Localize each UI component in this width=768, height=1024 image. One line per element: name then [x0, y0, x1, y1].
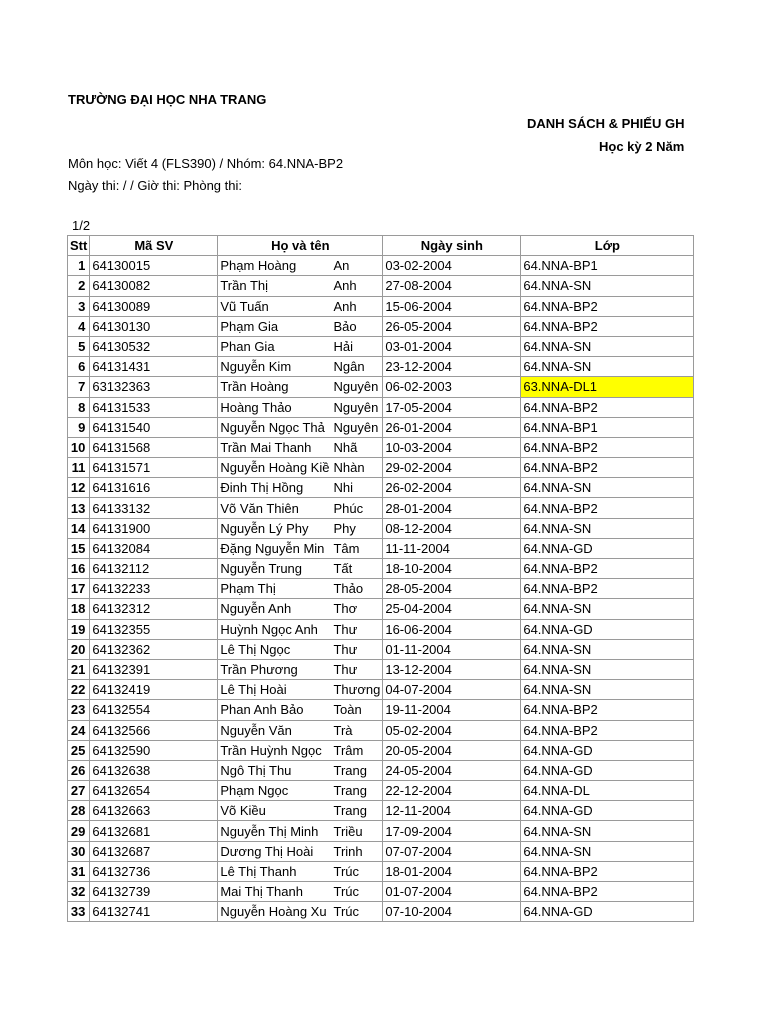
- row-stt: 28: [68, 801, 90, 821]
- row-birth-date: 25-04-2004: [383, 599, 521, 619]
- row-stt: 7: [68, 377, 90, 397]
- row-birth-date: 17-09-2004: [383, 821, 521, 841]
- row-stt: 29: [68, 821, 90, 841]
- row-stt: 9: [68, 417, 90, 437]
- row-stt: 20: [68, 639, 90, 659]
- table-row: [68, 700, 694, 720]
- table-row: [68, 336, 694, 356]
- table-row: [68, 579, 694, 599]
- row-birth-date: 28-01-2004: [383, 498, 521, 518]
- row-birth-date: 18-01-2004: [383, 861, 521, 881]
- row-last-name: Thương: [331, 680, 382, 700]
- row-first-name: Nguyễn Thị Minh: [218, 821, 332, 841]
- row-class: 64.NNA-DL: [521, 781, 694, 801]
- row-birth-date: 24-05-2004: [383, 760, 521, 780]
- row-student-id: 64132681: [90, 821, 218, 841]
- row-last-name: Phúc: [331, 498, 382, 518]
- table-row: [68, 417, 694, 437]
- row-first-name: Trần Huỳnh Ngọc: [218, 740, 332, 760]
- row-last-name: Trang: [331, 760, 382, 780]
- row-first-name: Đinh Thị Hồng: [218, 478, 332, 498]
- row-last-name: Anh: [331, 296, 382, 316]
- table-row: [68, 437, 694, 457]
- table-row: [68, 720, 694, 740]
- row-stt: 17: [68, 579, 90, 599]
- row-class: 64.NNA-SN: [521, 336, 694, 356]
- row-student-id: 64132554: [90, 700, 218, 720]
- row-first-name: Võ Kiều: [218, 801, 332, 821]
- table-row: [68, 296, 694, 316]
- row-stt: 14: [68, 518, 90, 538]
- row-first-name: Nguyễn Trung: [218, 559, 332, 579]
- row-student-id: 64132362: [90, 639, 218, 659]
- row-last-name: Trúc: [331, 902, 382, 922]
- row-class: 64.NNA-GD: [521, 760, 694, 780]
- row-first-name: Trần Phương: [218, 659, 332, 679]
- table-row: [68, 478, 694, 498]
- row-class: 64.NNA-GD: [521, 902, 694, 922]
- row-last-name: Trang: [331, 781, 382, 801]
- row-class: 64.NNA-GD: [521, 740, 694, 760]
- row-stt: 13: [68, 498, 90, 518]
- row-birth-date: 29-02-2004: [383, 458, 521, 478]
- table-row: [68, 357, 694, 377]
- table-row: [68, 821, 694, 841]
- row-stt: 27: [68, 781, 90, 801]
- row-student-id: 64130082: [90, 276, 218, 296]
- row-student-id: 64132654: [90, 781, 218, 801]
- row-class: 64.NNA-BP1: [521, 256, 694, 276]
- row-student-id: 64132391: [90, 659, 218, 679]
- row-stt: 19: [68, 619, 90, 639]
- row-birth-date: 10-03-2004: [383, 437, 521, 457]
- table-row: [68, 276, 694, 296]
- document-title: DANH SÁCH & PHIẾU GH: [527, 116, 685, 131]
- row-class: 64.NNA-SN: [521, 357, 694, 377]
- row-last-name: An: [331, 256, 382, 276]
- row-stt: 21: [68, 659, 90, 679]
- row-stt: 5: [68, 336, 90, 356]
- header-stt: Stt: [68, 236, 90, 256]
- row-birth-date: 28-05-2004: [383, 579, 521, 599]
- row-stt: 2: [68, 276, 90, 296]
- row-student-id: 64132741: [90, 902, 218, 922]
- row-class: 64.NNA-BP2: [521, 296, 694, 316]
- table-row: [68, 861, 694, 881]
- row-first-name: Lê Thị Hoài: [218, 680, 332, 700]
- row-first-name: Phan Gia: [218, 336, 332, 356]
- row-last-name: Hải: [331, 336, 382, 356]
- table-row: [68, 397, 694, 417]
- row-first-name: Lê Thị Ngọc: [218, 639, 332, 659]
- row-student-id: 64131533: [90, 397, 218, 417]
- row-student-id: 64131540: [90, 417, 218, 437]
- row-last-name: Nguyên: [331, 377, 382, 397]
- table-row: [68, 377, 694, 397]
- row-last-name: Thư: [331, 659, 382, 679]
- row-stt: 32: [68, 882, 90, 902]
- row-first-name: Phạm Thị: [218, 579, 332, 599]
- row-student-id: 64132687: [90, 841, 218, 861]
- row-student-id: 64131568: [90, 437, 218, 457]
- table-row: [68, 559, 694, 579]
- row-birth-date: 01-07-2004: [383, 882, 521, 902]
- table-row: [68, 256, 694, 276]
- row-birth-date: 20-05-2004: [383, 740, 521, 760]
- school-name: TRƯỜNG ĐẠI HỌC NHA TRANG: [68, 92, 267, 107]
- row-last-name: Thư: [331, 619, 382, 639]
- table-row: [68, 740, 694, 760]
- row-class: 64.NNA-SN: [521, 518, 694, 538]
- row-class: 64.NNA-SN: [521, 599, 694, 619]
- row-first-name: Đặng Nguyễn Min: [218, 538, 332, 558]
- table-row: [68, 538, 694, 558]
- table-row: [68, 680, 694, 700]
- row-first-name: Nguyễn Hoàng Xu: [218, 902, 332, 922]
- row-class: 64.NNA-SN: [521, 680, 694, 700]
- row-last-name: Ngân: [331, 357, 382, 377]
- row-birth-date: 12-11-2004: [383, 801, 521, 821]
- row-first-name: Nguyễn Văn: [218, 720, 332, 740]
- row-birth-date: 22-12-2004: [383, 781, 521, 801]
- table-body: [68, 256, 694, 922]
- header-class: Lớp: [521, 236, 694, 256]
- row-student-id: 64131900: [90, 518, 218, 538]
- exam-info: Ngày thi: / / Giờ thi: Phòng thi:: [68, 178, 242, 193]
- row-last-name: Trúc: [331, 861, 382, 881]
- row-first-name: Phạm Gia: [218, 316, 332, 336]
- row-birth-date: 23-12-2004: [383, 357, 521, 377]
- row-last-name: Tất: [331, 559, 382, 579]
- row-class: 64.NNA-BP2: [521, 498, 694, 518]
- row-student-id: 64132084: [90, 538, 218, 558]
- row-birth-date: 07-07-2004: [383, 841, 521, 861]
- row-last-name: Trang: [331, 801, 382, 821]
- row-first-name: Trần Thị: [218, 276, 332, 296]
- table-row: [68, 458, 694, 478]
- row-class: 64.NNA-BP2: [521, 579, 694, 599]
- row-student-id: 64130130: [90, 316, 218, 336]
- row-last-name: Nhàn: [331, 458, 382, 478]
- row-stt: 33: [68, 902, 90, 922]
- row-class: 64.NNA-GD: [521, 619, 694, 639]
- row-stt: 16: [68, 559, 90, 579]
- row-student-id: 64130089: [90, 296, 218, 316]
- row-student-id: 64132638: [90, 760, 218, 780]
- table-header-row: [68, 236, 694, 256]
- row-class: 64.NNA-BP2: [521, 720, 694, 740]
- row-last-name: Phy: [331, 518, 382, 538]
- row-student-id: 64131616: [90, 478, 218, 498]
- table-row: [68, 316, 694, 336]
- row-last-name: Bảo: [331, 316, 382, 336]
- row-class: 64.NNA-BP2: [521, 882, 694, 902]
- row-first-name: Trần Hoàng: [218, 377, 332, 397]
- row-class: 64.NNA-BP2: [521, 458, 694, 478]
- row-class: 64.NNA-SN: [521, 276, 694, 296]
- row-last-name: Thơ: [331, 599, 382, 619]
- row-class: 64.NNA-SN: [521, 639, 694, 659]
- row-birth-date: 15-06-2004: [383, 296, 521, 316]
- row-last-name: Nguyên: [331, 417, 382, 437]
- row-birth-date: 06-02-2003: [383, 377, 521, 397]
- row-last-name: Triều: [331, 821, 382, 841]
- row-student-id: 64132663: [90, 801, 218, 821]
- row-birth-date: 26-02-2004: [383, 478, 521, 498]
- row-student-id: 63132363: [90, 377, 218, 397]
- table-row: [68, 781, 694, 801]
- row-last-name: Toàn: [331, 700, 382, 720]
- table-row: [68, 639, 694, 659]
- row-student-id: 64130015: [90, 256, 218, 276]
- row-student-id: 64132590: [90, 740, 218, 760]
- row-class: 64.NNA-BP2: [521, 397, 694, 417]
- row-birth-date: 05-02-2004: [383, 720, 521, 740]
- row-first-name: Huỳnh Ngọc Anh: [218, 619, 332, 639]
- table-row: [68, 801, 694, 821]
- header-full-name: Họ và tên: [218, 236, 383, 256]
- row-birth-date: 17-05-2004: [383, 397, 521, 417]
- header-birth-date: Ngày sinh: [383, 236, 521, 256]
- row-birth-date: 11-11-2004: [383, 538, 521, 558]
- row-birth-date: 08-12-2004: [383, 518, 521, 538]
- row-first-name: Vũ Tuấn: [218, 296, 332, 316]
- row-birth-date: 26-01-2004: [383, 417, 521, 437]
- row-first-name: Phạm Ngọc: [218, 781, 332, 801]
- table-row: [68, 902, 694, 922]
- row-class: 64.NNA-SN: [521, 821, 694, 841]
- table-row: [68, 760, 694, 780]
- row-stt: 11: [68, 458, 90, 478]
- row-student-id: 64131431: [90, 357, 218, 377]
- row-first-name: Nguyễn Ngọc Thả: [218, 417, 332, 437]
- row-last-name: Anh: [331, 276, 382, 296]
- row-class: 64.NNA-BP2: [521, 437, 694, 457]
- row-first-name: Trần Mai Thanh: [218, 437, 332, 457]
- row-student-id: 64130532: [90, 336, 218, 356]
- row-class: 64.NNA-BP2: [521, 559, 694, 579]
- row-first-name: Nguyễn Lý Phy: [218, 518, 332, 538]
- row-last-name: Tâm: [331, 538, 382, 558]
- table-row: [68, 659, 694, 679]
- row-student-id: 64132312: [90, 599, 218, 619]
- row-last-name: Trâm: [331, 740, 382, 760]
- row-stt: 22: [68, 680, 90, 700]
- row-class: 64.NNA-BP2: [521, 700, 694, 720]
- table-row: [68, 498, 694, 518]
- row-first-name: Mai Thị Thanh: [218, 882, 332, 902]
- row-birth-date: 19-11-2004: [383, 700, 521, 720]
- row-student-id: 64132419: [90, 680, 218, 700]
- row-student-id: 64132739: [90, 882, 218, 902]
- row-last-name: Nhã: [331, 437, 382, 457]
- row-class: 64.NNA-SN: [521, 659, 694, 679]
- row-class: 64.NNA-GD: [521, 538, 694, 558]
- header-student-id: Mã SV: [90, 236, 218, 256]
- row-stt: 6: [68, 357, 90, 377]
- row-last-name: Thảo: [331, 579, 382, 599]
- row-stt: 3: [68, 296, 90, 316]
- row-class: 64.NNA-SN: [521, 478, 694, 498]
- row-last-name: Thư: [331, 639, 382, 659]
- row-first-name: Hoàng Thảo: [218, 397, 332, 417]
- row-first-name: Nguyễn Kim: [218, 357, 332, 377]
- row-last-name: Trinh: [331, 841, 382, 861]
- row-student-id: 64132736: [90, 861, 218, 881]
- row-stt: 10: [68, 437, 90, 457]
- table-row: [68, 619, 694, 639]
- row-class: 64.NNA-GD: [521, 801, 694, 821]
- row-first-name: Võ Văn Thiên: [218, 498, 332, 518]
- row-stt: 23: [68, 700, 90, 720]
- table-row: [68, 599, 694, 619]
- table-row: [68, 882, 694, 902]
- row-first-name: Phan Anh Bảo: [218, 700, 332, 720]
- row-stt: 8: [68, 397, 90, 417]
- row-birth-date: 16-06-2004: [383, 619, 521, 639]
- row-first-name: Lê Thị Thanh: [218, 861, 332, 881]
- row-birth-date: 03-02-2004: [383, 256, 521, 276]
- row-stt: 30: [68, 841, 90, 861]
- row-stt: 26: [68, 760, 90, 780]
- row-stt: 24: [68, 720, 90, 740]
- row-stt: 18: [68, 599, 90, 619]
- course-info: Môn học: Viết 4 (FLS390) / Nhóm: 64.NNA-BP2: [68, 156, 344, 171]
- row-last-name: Nhi: [331, 478, 382, 498]
- row-birth-date: 03-01-2004: [383, 336, 521, 356]
- row-stt: 12: [68, 478, 90, 498]
- row-birth-date: 04-07-2004: [383, 680, 521, 700]
- row-birth-date: 01-11-2004: [383, 639, 521, 659]
- row-last-name: Trúc: [331, 882, 382, 902]
- row-class: 64.NNA-BP2: [521, 316, 694, 336]
- row-class: 64.NNA-SN: [521, 841, 694, 861]
- row-birth-date: 07-10-2004: [383, 902, 521, 922]
- row-stt: 4: [68, 316, 90, 336]
- row-stt: 1: [68, 256, 90, 276]
- row-birth-date: 27-08-2004: [383, 276, 521, 296]
- page-number: 1/2: [72, 218, 91, 233]
- row-stt: 15: [68, 538, 90, 558]
- row-student-id: 64132566: [90, 720, 218, 740]
- row-birth-date: 18-10-2004: [383, 559, 521, 579]
- semester-label: Học kỳ 2 Năm: [599, 139, 685, 154]
- row-student-id: 64132355: [90, 619, 218, 639]
- row-stt: 31: [68, 861, 90, 881]
- row-first-name: Nguyễn Anh: [218, 599, 332, 619]
- row-birth-date: 13-12-2004: [383, 659, 521, 679]
- row-first-name: Nguyễn Hoàng Kiề: [218, 458, 332, 478]
- row-student-id: 64131571: [90, 458, 218, 478]
- row-stt: 25: [68, 740, 90, 760]
- row-student-id: 64132112: [90, 559, 218, 579]
- row-birth-date: 26-05-2004: [383, 316, 521, 336]
- row-first-name: Ngô Thị Thu: [218, 760, 332, 780]
- row-class: 63.NNA-DL1: [521, 377, 694, 397]
- row-student-id: 64133132: [90, 498, 218, 518]
- row-student-id: 64132233: [90, 579, 218, 599]
- row-first-name: Dương Thị Hoài: [218, 841, 332, 861]
- table-row: [68, 518, 694, 538]
- row-class: 64.NNA-BP2: [521, 861, 694, 881]
- row-first-name: Phạm Hoàng: [218, 256, 332, 276]
- row-last-name: Nguyên: [331, 397, 382, 417]
- student-table: [67, 235, 694, 922]
- row-class: 64.NNA-BP1: [521, 417, 694, 437]
- table-row: [68, 841, 694, 861]
- row-last-name: Trà: [331, 720, 382, 740]
